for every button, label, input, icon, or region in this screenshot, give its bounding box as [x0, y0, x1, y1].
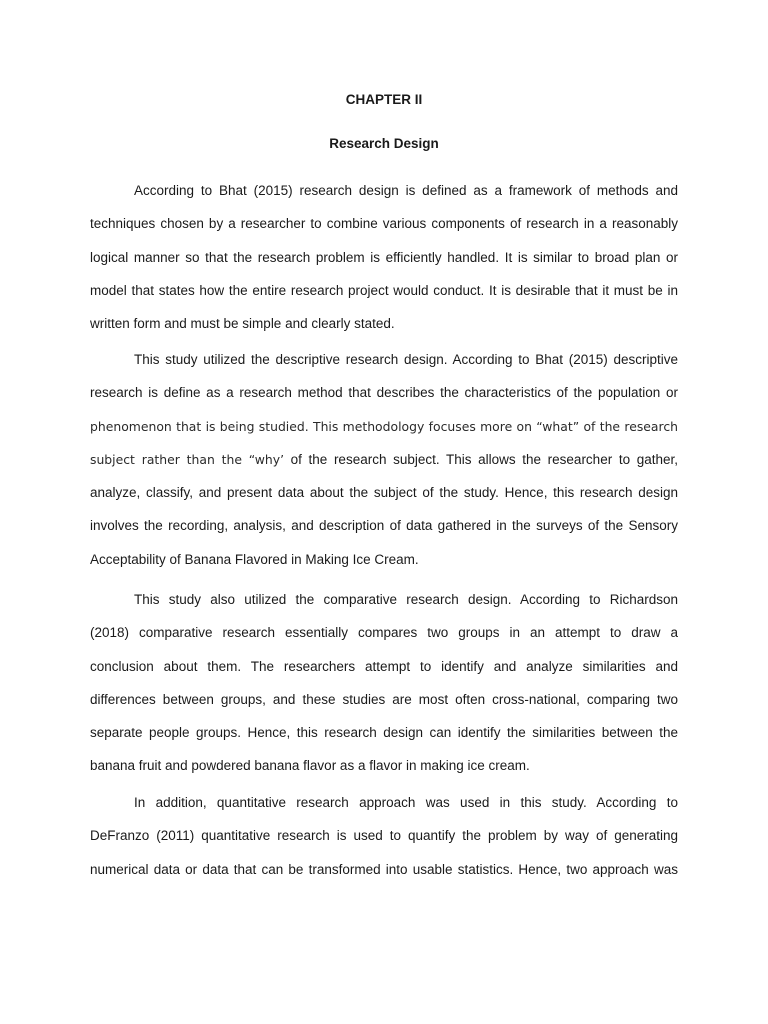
paragraph-descriptive-design — [90, 343, 678, 576]
paragraph-line-segment: of the research subject. This allows the researcher to gather, — [284, 451, 678, 467]
paragraph-line: This study also utilized the comparative research design. According to Richardson — [134, 592, 678, 607]
paragraph-line: logical manner so that the research problem is efficiently handled. It is similar to broad plan or — [90, 249, 678, 265]
paragraph-line-segment: subject rather than the “why’ — [90, 451, 285, 467]
paragraph-line: DeFranzo (2011) quantitative research is used to quantify the problem by way of generating — [90, 828, 678, 844]
section-title: Research Design — [329, 136, 439, 151]
paragraph-line: analyze, classify, and present data about the subject of the study. Hence, this research design — [90, 485, 678, 501]
chapter-heading: CHAPTER II — [345, 92, 423, 107]
paragraph-line: techniques chosen by a researcher to combine various components of research in a reasonably — [90, 216, 678, 232]
paragraph-line: banana fruit and powdered banana flavor as a flavor in making ice cream. — [90, 758, 530, 774]
paragraph-line: involves the recording, analysis, and description of data gathered in the surveys of the Sensory — [90, 518, 678, 534]
paragraph-line: conclusion about them. The researchers attempt to identify and analyze similarities and — [90, 658, 678, 674]
paragraph-line: This study utilized the descriptive research design. According to Bhat (2015) descriptive — [134, 352, 678, 367]
paragraph-line: research is define as a research method that describes the characteristics of the population or — [90, 385, 678, 401]
paragraph-quantitative-approach — [90, 786, 678, 886]
paragraph-line: In addition, quantitative research approach was used in this study. According to — [134, 795, 678, 810]
paragraph-line: differences between groups, and these studies are most often cross-national, comparing two — [90, 691, 678, 707]
paragraph-line: According to Bhat (2015) research design is defined as a framework of methods and — [134, 183, 678, 198]
paragraph-line: Acceptability of Banana Flavored in Making Ice Cream. — [90, 551, 419, 567]
paragraph-line: written form and must be simple and clearly stated. — [90, 316, 395, 332]
paragraph-line — [90, 443, 678, 476]
paragraph-line: model that states how the entire research project would conduct. It is desirable that it must be in — [90, 282, 678, 298]
paragraph-line: numerical data or data that can be transformed into usable statistics. Hence, two approach was — [90, 861, 678, 877]
paragraph-comparative-design — [90, 583, 678, 783]
paragraph-line: (2018) comparative research essentially compares two groups in an attempt to draw a — [90, 625, 678, 641]
paragraph-line: separate people groups. Hence, this research design can identify the similarities between the — [90, 725, 678, 741]
paragraph-research-design — [90, 174, 678, 340]
paragraph-line: phenomenon that is being studied. This methodology focuses more on “what” of the research — [90, 418, 678, 434]
